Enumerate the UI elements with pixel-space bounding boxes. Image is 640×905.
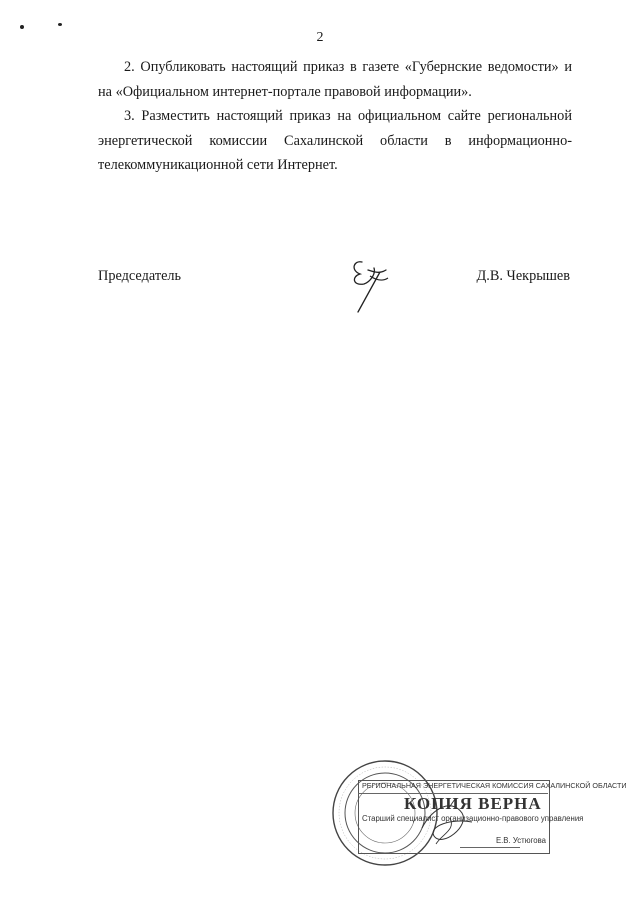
- scan-speck: [20, 25, 24, 29]
- signer-title: Председатель: [98, 268, 182, 284]
- document-body: [98, 55, 572, 178]
- paragraph-publish: 2. Опубликовать настоящий приказ в газете «Губернские ведомости» и на «Официальном интернет-портале правовой информации».: [98, 59, 572, 100]
- stamp-signer: Е.В. Устюгова: [495, 836, 546, 845]
- stamp-main-text: КОПИЯ ВЕРНА: [404, 794, 542, 813]
- stamp-handwritten-signature-icon: [412, 788, 482, 858]
- signature-block: [98, 268, 572, 292]
- paragraph-post-online: 3. Разместить настоящий приказ на официальном сайте региональной энергетической комиссии Сахалинской области в информационно-телекоммуникационной сети Интернет.: [98, 108, 572, 173]
- handwritten-signature-icon: [340, 252, 400, 314]
- certification-stamp: [330, 758, 627, 868]
- stamp-position: Старший специалист организационно-правового управления: [362, 814, 584, 823]
- page-number: 2: [316, 30, 324, 45]
- scan-speck: [58, 23, 62, 26]
- stamp-organization: РЕГИОНАЛЬНАЯ ЭНЕРГЕТИЧЕСКАЯ КОМИССИЯ САХАЛИНСКОЙ ОБЛАСТИ: [362, 781, 627, 790]
- signer-name: Д.В. Чекрышев: [476, 268, 570, 284]
